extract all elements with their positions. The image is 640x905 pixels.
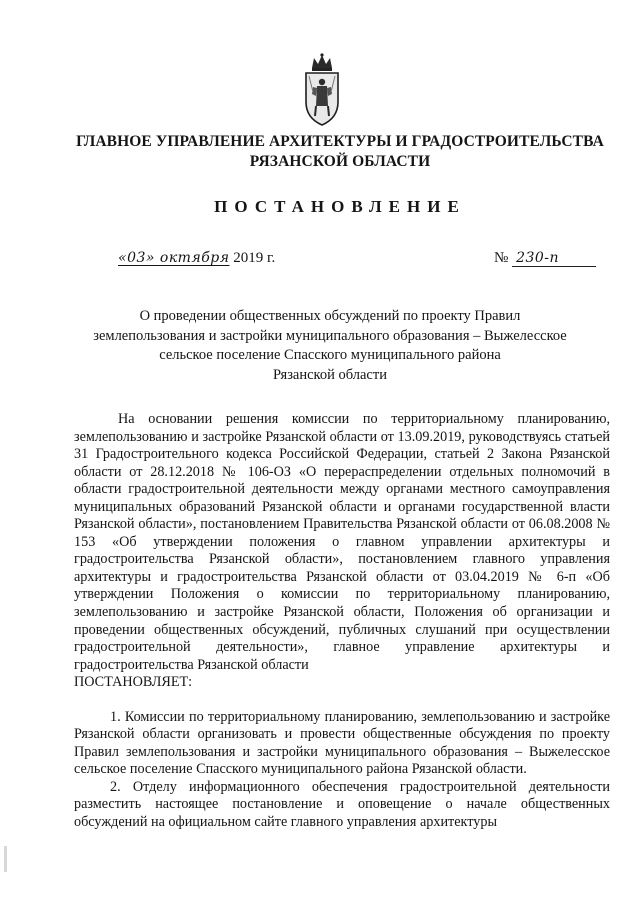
number-handwritten: 230-п	[512, 250, 596, 267]
org-name-line2: РЯЗАНСКОЙ ОБЛАСТИ	[249, 153, 431, 170]
resolves-heading: ПОСТАНОВЛЯЕТ:	[74, 674, 193, 691]
resolution-item-2: 2. Отделу информационного обеспечения градостроительной деятельности разместить настоящее постановление и оповещение о начале общественных обсуждений на официальном сайте главного управления архитектуры	[74, 778, 610, 831]
resolution-item-1: 1. Комиссии по территориальному планированию, землепользованию и застройке Рязанской области организовать и провести общественные обсуждения по проекту Правил землепользования и застройки муниципального образования – Выжелесское сельское поселение Спасского муниципального района Рязанской области.	[74, 708, 610, 778]
document-number	[494, 250, 596, 267]
subject-line1: О проведении общественных обсуждений по проекту Правил	[139, 308, 521, 324]
document-body	[74, 411, 610, 832]
coat-of-arms-icon	[300, 52, 344, 132]
document-subject	[80, 307, 580, 385]
subject-line4: Рязанской области	[273, 366, 387, 383]
preamble-paragraph: На основании решения комиссии по территориальному планированию, землепользованию и застройке Рязанской области от 13.09.2019, руководствуясь статьей 31 Градостроительного кодекса Российской Федерации, статьей 2 Закона Рязанской области от 28.12.2018 № 106-ОЗ «О перераспределении отдельных полномочий в области градостроительной деятельности между органами местного самоуправления муниципальных образований Рязанской области и органами государственной власти Рязанской области», постановлением Правительства Рязанской области от 06.08.2008 № 153 «Об утверждении положения о главном управлении архитектуры и градостроительства Рязанской области», постановлением главного управления архитектуры и градостроительства Рязанской области от 03.04.2019 № 6-п «Об утверждении Положения о комиссии по территориальному планированию, землепользованию и застройке Рязанской области, Положения об организации и проведении общественных обсуждений, публичных слушаний при осуществлении градостроительной деятельности», главное управление архитектуры и градостроительства Рязанской области	[74, 411, 610, 673]
subject-line2: землепользования и застройки муниципального образования – Выжелесское	[93, 327, 567, 344]
date-handwritten: «03» октября	[118, 250, 230, 266]
number-prefix: №	[494, 250, 509, 266]
date-year: 2019 г.	[233, 250, 276, 266]
subject-line3: сельское поселение Спасского муниципального района	[159, 347, 501, 363]
document-date	[118, 250, 275, 267]
org-name-line1: ГЛАВНОЕ УПРАВЛЕНИЕ АРХИТЕКТУРЫ И ГРАДОСТРОИТЕЛЬСТВА	[76, 133, 604, 150]
organization-name	[60, 132, 620, 172]
document-type-title: ПОСТАНОВЛЕНИЕ	[214, 197, 466, 216]
scan-margin-mark	[4, 846, 7, 872]
